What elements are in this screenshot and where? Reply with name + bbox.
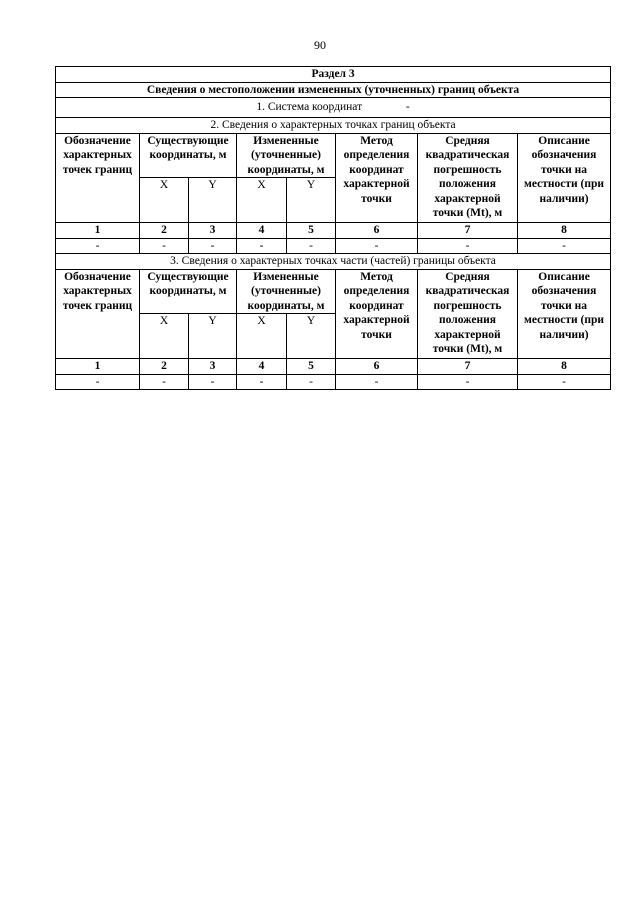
part3-cell: - <box>287 374 336 390</box>
part2-col-number: 3 <box>189 223 237 239</box>
page-number: 90 <box>314 38 326 52</box>
coord-system-row <box>56 98 611 118</box>
part2-title: 2. Сведения о характерных точках границ объекта <box>56 118 611 134</box>
part3-cell: - <box>237 374 287 390</box>
part3-col-number: 1 <box>56 359 140 375</box>
part3-header-existing-coords: Существующие координаты, м <box>140 269 237 314</box>
part3-col-number: 7 <box>418 359 518 375</box>
part2-header-point-designation: Обозначение характерных точек границ <box>56 133 140 223</box>
part2-header-error: Средняя квадратическая погрешность положения характерной точки (Mt), м <box>418 133 518 223</box>
table-row <box>56 374 611 390</box>
part3-col-number: 5 <box>287 359 336 375</box>
part2-col-number: 7 <box>418 223 518 239</box>
part3-header-error: Средняя квадратическая погрешность положения характерной точки (Mt), м <box>418 269 518 359</box>
coord-system-label: 1. Система координат <box>256 101 363 114</box>
part2-cell: - <box>518 238 611 254</box>
part2-cell: - <box>140 238 189 254</box>
part2-axis-x-changed: X <box>237 178 287 223</box>
part3-axis-y-existing: Y <box>189 314 237 359</box>
table-row <box>56 238 611 254</box>
part2-header-existing-coords: Существующие координаты, м <box>140 133 237 178</box>
part2-cell: - <box>189 238 237 254</box>
part3-col-number: 4 <box>237 359 287 375</box>
part3-cell: - <box>56 374 140 390</box>
part2-cell: - <box>237 238 287 254</box>
part3-cell: - <box>336 374 418 390</box>
part3-header-description: Описание обозначения точки на местности (при наличии) <box>518 269 611 359</box>
part3-col-number: 2 <box>140 359 189 375</box>
part2-col-number: 1 <box>56 223 140 239</box>
part3-cell: - <box>518 374 611 390</box>
part3-axis-y-changed: Y <box>287 314 336 359</box>
part3-header-point-designation: Обозначение характерных точек границ <box>56 269 140 359</box>
part2-col-number: 6 <box>336 223 418 239</box>
section-title: Раздел 3 <box>56 67 611 83</box>
part2-cell: - <box>287 238 336 254</box>
part2-header-description: Описание обозначения точки на местности (при наличии) <box>518 133 611 223</box>
part2-col-number: 2 <box>140 223 189 239</box>
part3-col-number: 3 <box>189 359 237 375</box>
part3-axis-x-changed: X <box>237 314 287 359</box>
part2-axis-y-changed: Y <box>287 178 336 223</box>
part3-col-number: 8 <box>518 359 611 375</box>
part3-header-changed-coords: Измененные (уточненные) координаты, м <box>237 269 336 314</box>
part2-cell: - <box>56 238 140 254</box>
part2-col-number: 4 <box>237 223 287 239</box>
part2-cell: - <box>418 238 518 254</box>
part3-header-method: Метод определения координат характерной точки <box>336 269 418 359</box>
part2-header-changed-coords: Измененные (уточненные) координаты, м <box>237 133 336 178</box>
part2-cell: - <box>336 238 418 254</box>
part3-cell: - <box>189 374 237 390</box>
coord-system-value: - <box>405 101 410 114</box>
part3-cell: - <box>418 374 518 390</box>
part3-cell: - <box>140 374 189 390</box>
part2-col-number: 5 <box>287 223 336 239</box>
section-subtitle: Сведения о местоположении измененных (уточненных) границ объекта <box>56 82 611 98</box>
part3-axis-x-existing: X <box>140 314 189 359</box>
part3-col-number: 6 <box>336 359 418 375</box>
part3-title: 3. Сведения о характерных точках части (частей) границы объекта <box>56 254 611 270</box>
part2-axis-x-existing: X <box>140 178 189 223</box>
part2-header-method: Метод определения координат характерной точки <box>336 133 418 223</box>
part2-axis-y-existing: Y <box>189 178 237 223</box>
section-table <box>55 66 611 390</box>
part2-col-number: 8 <box>518 223 611 239</box>
